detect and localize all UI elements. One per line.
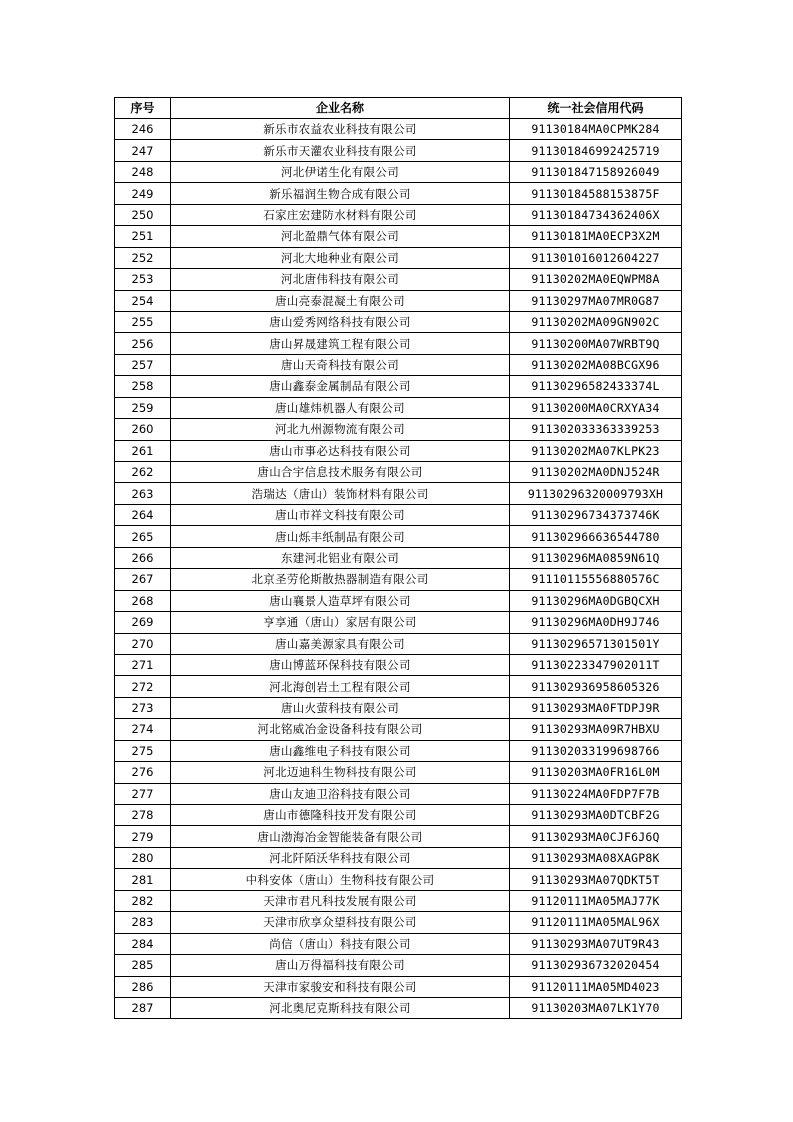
- cell-seq: 259: [115, 397, 171, 418]
- cell-seq: 263: [115, 483, 171, 504]
- cell-seq: 249: [115, 183, 171, 204]
- cell-enterprise-name: 唐山昇晟建筑工程有限公司: [171, 333, 510, 354]
- table-row: [115, 440, 682, 461]
- cell-enterprise-name: 唐山火萤科技有限公司: [171, 697, 510, 718]
- cell-enterprise-name: 河北伊诺生化有限公司: [171, 161, 510, 182]
- cell-credit-code: 91130293MA09R7HBXU: [510, 719, 682, 740]
- cell-credit-code: 91130202MA0EQWPM8A: [510, 269, 682, 290]
- cell-credit-code: 91130203MA07LK1Y70: [510, 997, 682, 1018]
- cell-credit-code: 91130203MA0FR16L0M: [510, 762, 682, 783]
- cell-enterprise-name: 河北唐伟科技有限公司: [171, 269, 510, 290]
- cell-credit-code: 91130200MA07WRBT9Q: [510, 333, 682, 354]
- cell-credit-code: 911302936732020454: [510, 955, 682, 976]
- enterprise-table: [114, 97, 682, 1019]
- cell-enterprise-name: 新乐市农益农业科技有限公司: [171, 119, 510, 140]
- cell-credit-code: 911301847158926049: [510, 161, 682, 182]
- cell-enterprise-name: 亨享通（唐山）家居有限公司: [171, 612, 510, 633]
- table-row: [115, 504, 682, 525]
- table-body: [115, 119, 682, 1019]
- cell-enterprise-name: 天津市君凡科技发展有限公司: [171, 890, 510, 911]
- table-row: [115, 890, 682, 911]
- cell-credit-code: 91120111MA05MD4023: [510, 976, 682, 997]
- cell-seq: 286: [115, 976, 171, 997]
- cell-seq: 247: [115, 140, 171, 161]
- cell-seq: 287: [115, 997, 171, 1018]
- cell-seq: 255: [115, 311, 171, 332]
- cell-credit-code: 91130296734373746K: [510, 504, 682, 525]
- cell-credit-code: 91130184MA0CPMK284: [510, 119, 682, 140]
- table-row: [115, 462, 682, 483]
- table-row: [115, 140, 682, 161]
- cell-seq: 248: [115, 161, 171, 182]
- table-header-row: [115, 98, 682, 119]
- cell-seq: 273: [115, 697, 171, 718]
- cell-enterprise-name: 唐山嘉美源家具有限公司: [171, 633, 510, 654]
- cell-enterprise-name: 河北阡陌沃华科技有限公司: [171, 847, 510, 868]
- table-row: [115, 976, 682, 997]
- cell-enterprise-name: 浩瑞达（唐山）装饰材料有限公司: [171, 483, 510, 504]
- table-row: [115, 826, 682, 847]
- cell-seq: 262: [115, 462, 171, 483]
- cell-enterprise-name: 唐山天奇科技有限公司: [171, 354, 510, 375]
- cell-enterprise-name: 唐山鑫维电子科技有限公司: [171, 740, 510, 761]
- cell-seq: 284: [115, 933, 171, 954]
- cell-enterprise-name: 新乐市天灌农业科技有限公司: [171, 140, 510, 161]
- table-row: [115, 847, 682, 868]
- cell-seq: 270: [115, 633, 171, 654]
- cell-seq: 276: [115, 762, 171, 783]
- cell-enterprise-name: 唐山市事必达科技有限公司: [171, 440, 510, 461]
- table-row: [115, 762, 682, 783]
- cell-enterprise-name: 新乐福润生物合成有限公司: [171, 183, 510, 204]
- cell-credit-code: 911302033363339253: [510, 419, 682, 440]
- table-row: [115, 740, 682, 761]
- cell-seq: 283: [115, 912, 171, 933]
- table-row: [115, 569, 682, 590]
- cell-seq: 279: [115, 826, 171, 847]
- cell-seq: 285: [115, 955, 171, 976]
- cell-credit-code: 91130224MA0FDP7F7B: [510, 783, 682, 804]
- cell-seq: 251: [115, 226, 171, 247]
- cell-seq: 265: [115, 526, 171, 547]
- cell-enterprise-name: 尚信（唐山）科技有限公司: [171, 933, 510, 954]
- cell-enterprise-name: 唐山爱秀网络科技有限公司: [171, 311, 510, 332]
- table-row: [115, 869, 682, 890]
- cell-seq: 261: [115, 440, 171, 461]
- cell-enterprise-name: 天津市欣享众望科技有限公司: [171, 912, 510, 933]
- cell-credit-code: 911301846992425719: [510, 140, 682, 161]
- cell-credit-code: 91130296MA0DH9J746: [510, 612, 682, 633]
- cell-enterprise-name: 河北迈迪科生物科技有限公司: [171, 762, 510, 783]
- cell-credit-code: 91130296582433374L: [510, 376, 682, 397]
- cell-enterprise-name: 天津市家骏安和科技有限公司: [171, 976, 510, 997]
- cell-enterprise-name: 唐山友迪卫浴科技有限公司: [171, 783, 510, 804]
- cell-enterprise-name: 唐山市祥文科技有限公司: [171, 504, 510, 525]
- cell-credit-code: 91130223347902011T: [510, 654, 682, 675]
- table-row: [115, 397, 682, 418]
- cell-enterprise-name: 河北海创岩土工程有限公司: [171, 676, 510, 697]
- cell-credit-code: 911302936958605326: [510, 676, 682, 697]
- table-row: [115, 912, 682, 933]
- header-seq: 序号: [115, 98, 171, 119]
- cell-seq: 274: [115, 719, 171, 740]
- table-row: [115, 719, 682, 740]
- table-row: [115, 290, 682, 311]
- cell-credit-code: 91130296320009793XH: [510, 483, 682, 504]
- cell-seq: 264: [115, 504, 171, 525]
- cell-credit-code: 911302033199698766: [510, 740, 682, 761]
- cell-enterprise-name: 河北九州源物流有限公司: [171, 419, 510, 440]
- cell-enterprise-name: 唐山烁丰纸制品有限公司: [171, 526, 510, 547]
- cell-seq: 257: [115, 354, 171, 375]
- cell-credit-code: 91130293MA07QDKT5T: [510, 869, 682, 890]
- cell-credit-code: 91120111MA05MAL96X: [510, 912, 682, 933]
- cell-credit-code: 91130293MA07UT9R43: [510, 933, 682, 954]
- cell-credit-code: 91130293MA0FTDPJ9R: [510, 697, 682, 718]
- cell-credit-code: 91130200MA0CRXYA34: [510, 397, 682, 418]
- cell-seq: 268: [115, 590, 171, 611]
- table-row: [115, 119, 682, 140]
- table-row: [115, 933, 682, 954]
- table-row: [115, 612, 682, 633]
- cell-enterprise-name: 唐山渤海冶金智能装备有限公司: [171, 826, 510, 847]
- cell-enterprise-name: 唐山亮泰混凝土有限公司: [171, 290, 510, 311]
- cell-seq: 256: [115, 333, 171, 354]
- table-row: [115, 997, 682, 1018]
- cell-credit-code: 91110115556880576C: [510, 569, 682, 590]
- table-row: [115, 204, 682, 225]
- cell-credit-code: 91130293MA0DTCBF2G: [510, 805, 682, 826]
- cell-seq: 246: [115, 119, 171, 140]
- table-row: [115, 354, 682, 375]
- cell-enterprise-name: 中科安体（唐山）生物科技有限公司: [171, 869, 510, 890]
- table-row: [115, 547, 682, 568]
- cell-enterprise-name: 河北大地种业有限公司: [171, 247, 510, 268]
- cell-credit-code: 91130202MA07KLPK23: [510, 440, 682, 461]
- cell-credit-code: 91130296MA0DGBQCXH: [510, 590, 682, 611]
- cell-enterprise-name: 唐山鑫泰金属制品有限公司: [171, 376, 510, 397]
- cell-enterprise-name: 石家庄宏建防水材料有限公司: [171, 204, 510, 225]
- table-row: [115, 183, 682, 204]
- cell-credit-code: 91130296571301501Y: [510, 633, 682, 654]
- cell-enterprise-name: 唐山雄炜机器人有限公司: [171, 397, 510, 418]
- table-row: [115, 633, 682, 654]
- table-row: [115, 376, 682, 397]
- cell-credit-code: 91130202MA08BCGX96: [510, 354, 682, 375]
- table-row: [115, 676, 682, 697]
- table-row: [115, 247, 682, 268]
- table-row: [115, 654, 682, 675]
- cell-seq: 250: [115, 204, 171, 225]
- cell-credit-code: 91130184734362406X: [510, 204, 682, 225]
- cell-credit-code: 91130296MA0859N61Q: [510, 547, 682, 568]
- cell-credit-code: 91130202MA09GN902C: [510, 311, 682, 332]
- header-code: 统一社会信用代码: [510, 98, 682, 119]
- cell-enterprise-name: 唐山合宇信息技术服务有限公司: [171, 462, 510, 483]
- table-row: [115, 419, 682, 440]
- cell-credit-code: 91130202MA0DNJ524R: [510, 462, 682, 483]
- cell-seq: 252: [115, 247, 171, 268]
- cell-seq: 253: [115, 269, 171, 290]
- cell-enterprise-name: 东建河北铝业有限公司: [171, 547, 510, 568]
- cell-seq: 280: [115, 847, 171, 868]
- table-row: [115, 311, 682, 332]
- cell-seq: 269: [115, 612, 171, 633]
- cell-credit-code: 91130184588153875F: [510, 183, 682, 204]
- cell-seq: 254: [115, 290, 171, 311]
- cell-enterprise-name: 河北盈鼎气体有限公司: [171, 226, 510, 247]
- cell-credit-code: 91120111MA05MAJ77K: [510, 890, 682, 911]
- cell-seq: 272: [115, 676, 171, 697]
- cell-enterprise-name: 唐山博蓝环保科技有限公司: [171, 654, 510, 675]
- cell-enterprise-name: 北京圣劳伦斯散热器制造有限公司: [171, 569, 510, 590]
- table-row: [115, 161, 682, 182]
- cell-seq: 266: [115, 547, 171, 568]
- table-row: [115, 526, 682, 547]
- table-row: [115, 269, 682, 290]
- cell-seq: 260: [115, 419, 171, 440]
- cell-credit-code: 91130293MA08XAGP8K: [510, 847, 682, 868]
- cell-seq: 281: [115, 869, 171, 890]
- table-row: [115, 590, 682, 611]
- cell-enterprise-name: 唐山市德隆科技开发有限公司: [171, 805, 510, 826]
- cell-credit-code: 911301016012604227: [510, 247, 682, 268]
- cell-seq: 278: [115, 805, 171, 826]
- header-name: 企业名称: [171, 98, 510, 119]
- cell-credit-code: 91130181MA0ECP3X2M: [510, 226, 682, 247]
- cell-seq: 271: [115, 654, 171, 675]
- cell-credit-code: 91130297MA07MR0G87: [510, 290, 682, 311]
- cell-enterprise-name: 河北奥尼克斯科技有限公司: [171, 997, 510, 1018]
- cell-seq: 258: [115, 376, 171, 397]
- cell-seq: 275: [115, 740, 171, 761]
- cell-seq: 277: [115, 783, 171, 804]
- cell-enterprise-name: 唐山襄景人造草坪有限公司: [171, 590, 510, 611]
- table-row: [115, 783, 682, 804]
- table-row: [115, 697, 682, 718]
- cell-credit-code: 91130293MA0CJF6J6Q: [510, 826, 682, 847]
- table-row: [115, 955, 682, 976]
- cell-seq: 282: [115, 890, 171, 911]
- cell-credit-code: 911302966636544780: [510, 526, 682, 547]
- cell-seq: 267: [115, 569, 171, 590]
- table-row: [115, 226, 682, 247]
- cell-enterprise-name: 唐山万得福科技有限公司: [171, 955, 510, 976]
- table-row: [115, 483, 682, 504]
- table-row: [115, 805, 682, 826]
- table-row: [115, 333, 682, 354]
- cell-enterprise-name: 河北铭威冶金设备科技有限公司: [171, 719, 510, 740]
